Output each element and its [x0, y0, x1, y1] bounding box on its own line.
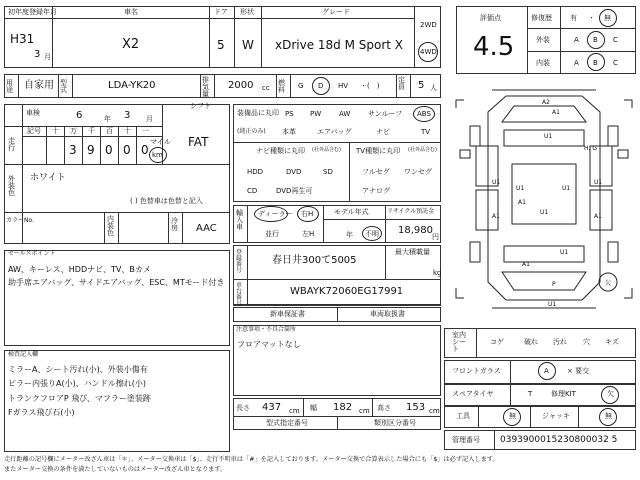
ac-label: 冷房	[171, 217, 178, 232]
dmg-u1-bumper: U1	[548, 301, 557, 308]
usage-value: 自家用	[24, 80, 54, 91]
import-label: 輸入車	[236, 209, 243, 231]
notes-block	[233, 325, 441, 396]
model-year-label: モデル年式	[334, 208, 369, 216]
equipment-label: 装備品に丸印	[237, 109, 279, 117]
mileage-h1: 十	[52, 127, 59, 135]
max-load-label: 最大積載量	[395, 248, 430, 256]
spare-kit: 修理KIT	[551, 390, 576, 398]
length-unit: cm	[289, 407, 300, 415]
capacity-value: 5	[418, 80, 425, 91]
seat-label: 室内シート	[452, 331, 466, 353]
seat-yabure: 破れ	[524, 338, 538, 346]
recycle-amount: 18,980	[398, 225, 433, 236]
windshield-x: × 要交	[567, 367, 590, 375]
score-value: 4.5	[473, 32, 515, 62]
equipment-note: (純正のみ)	[237, 128, 266, 135]
mileage-h6: 一	[142, 127, 149, 135]
fuel-paren: ・( )	[360, 82, 380, 90]
dmg-hg: H, G	[584, 145, 597, 152]
equip-navi: ナビ	[376, 128, 390, 136]
mileage-d3: 0	[105, 143, 113, 157]
color-note: ( ) 色替車は色替と記入	[130, 197, 203, 205]
doors-label: ドア	[214, 8, 228, 16]
mileage-h5: 十	[124, 127, 131, 135]
color-label: 外装色	[8, 175, 15, 197]
import-right: 右H	[301, 210, 314, 218]
color-no-label: カラーNo.	[6, 217, 34, 224]
dmg-a2: A2	[542, 99, 550, 106]
dmg-u1-roof: U1	[516, 185, 525, 192]
sales-line-2: 助手席エアバッグ、サイドエアバッグ、ESC、MTモード付き	[8, 278, 225, 287]
footer-line-1: 走行距離の記号欄にメーター改ざん車は「＊」、メーター交換車は「$」、走行不明車は「#」を記入しております。メーター交換で合算表示した場合にも「$」は必ず記入します。	[4, 456, 499, 463]
exterior-a: A	[574, 36, 579, 44]
dmg-p: P	[552, 281, 556, 288]
fuel-g: G	[298, 82, 304, 90]
import-dealer: ディーラー	[258, 210, 293, 218]
model-designation-label: 型式指定番号	[266, 419, 308, 427]
color-value: ホワイト	[30, 173, 66, 183]
shape-value: W	[242, 38, 254, 52]
equip-aw: AW	[339, 110, 351, 118]
equip-airbag: エアバッグ	[317, 128, 352, 136]
mileage-unit-mile: マイル	[150, 138, 171, 146]
max-load-unit: kg	[433, 269, 442, 277]
navi-dvd: DVD	[286, 168, 302, 176]
navi-note: (社外品含む)	[312, 147, 341, 153]
exterior-b: B	[593, 36, 598, 44]
mileage-h4: 百	[106, 127, 113, 135]
mileage-d1: 3	[69, 143, 77, 157]
shift-value: FAT	[188, 135, 209, 149]
mgmt-label: 管理番号	[452, 436, 480, 444]
first-reg-label: 初年度登録年月	[8, 8, 57, 16]
inspector-line-4: Fガラス飛び石(小)	[8, 408, 75, 417]
equip-leather: 本革	[282, 128, 296, 136]
mileage-h3: 千	[88, 127, 95, 135]
vin-value: WBAYK72060EG17991	[290, 286, 404, 297]
footer-line-2: またメーター交換の条件を満たしていないものはメーター改ざん車となります。	[4, 466, 227, 473]
mileage-d4: 0	[123, 143, 131, 157]
grade-label: グレード	[322, 8, 350, 16]
usage-label: 用途	[6, 79, 13, 94]
navi-label: ナビ種類に丸印	[256, 147, 305, 155]
shift-label: シフト	[190, 102, 211, 110]
repair-label: 修復歴	[531, 14, 552, 22]
navi-dvdplay: DVD再生可	[276, 187, 313, 195]
plate-label: 登録番号	[236, 249, 243, 274]
fuel-d: D	[318, 82, 324, 90]
import-parallel: 並行	[265, 230, 279, 238]
inspector-label: 検査記入欄	[8, 351, 39, 358]
category-label: 類別区分番号	[374, 419, 416, 427]
equip-pw: PW	[310, 110, 322, 118]
mgmt-number: 0393900015230800032 5	[500, 435, 618, 445]
model-label: 車名	[124, 8, 138, 16]
exterior-label: 外装	[536, 36, 550, 44]
dmg-u1-roof2: U1	[562, 185, 571, 192]
spare-missing: 欠	[607, 390, 614, 398]
equip-tv: TV	[421, 128, 431, 136]
first-reg-era: H31	[10, 32, 35, 46]
mileage-h2: 万	[70, 127, 77, 135]
length-label: 長さ	[236, 404, 250, 412]
sales-label: セールスポイント	[8, 250, 56, 257]
dmg-a1-roof: A1	[518, 199, 526, 206]
equip-ps: PS	[285, 110, 294, 118]
height-value: 153	[406, 402, 426, 413]
model-value: X2	[122, 37, 140, 52]
type-label: 型式	[60, 79, 67, 94]
exterior-c: C	[613, 36, 618, 44]
sales-line-1: AW、キーレス、HDDナビ、TV、Bカメ	[8, 265, 151, 274]
dmg-u1-rd: U1	[594, 179, 603, 186]
width-unit: cm	[359, 407, 370, 415]
dmg-u1-rear: U1	[560, 249, 569, 256]
import-left: 左H	[302, 230, 315, 238]
interior-label: 内装	[536, 59, 550, 67]
interior-c: C	[613, 59, 618, 67]
jack-value: 無	[605, 412, 612, 420]
capacity-unit: 人	[430, 84, 437, 92]
windshield-label: フロントガラス	[452, 367, 501, 375]
seat-yogore: 汚れ	[553, 338, 567, 346]
recycle-label: リサイクル預託金	[387, 208, 435, 215]
notes-text: フロアマットなし	[237, 340, 301, 349]
mileage-h0: 記号	[27, 127, 41, 135]
mileage-label: 走行	[8, 137, 15, 152]
inspector-line-2: ピラー内張りA(小)、ハンドル擦れ(小)	[8, 379, 146, 388]
capacity-label: 定員	[398, 76, 405, 91]
repair-no: 無	[604, 14, 611, 22]
shape-label: 形状	[240, 8, 254, 16]
dmg-missing: 欠	[605, 280, 612, 287]
mileage-d2: 9	[87, 143, 95, 157]
doors-value: 5	[217, 38, 225, 52]
jack-label: ジャッキ	[542, 412, 570, 420]
tools-value: 無	[509, 412, 516, 420]
tv-label: TV種類に丸印	[356, 147, 401, 155]
inspector-line-1: ミラーA、シート汚れ(小)、外装小傷有	[8, 365, 148, 374]
navi-sd: SD	[323, 168, 333, 176]
inspection-month: 3	[124, 110, 131, 121]
inspection-month-unit: 月	[146, 115, 153, 123]
displacement-unit: cc	[262, 84, 270, 92]
tv-oneseg: ワンセグ	[404, 168, 432, 176]
type-value: LDA-YK20	[108, 80, 156, 91]
displacement-value: 2000	[228, 80, 254, 91]
vin-label: 車台番号	[236, 282, 243, 307]
dmg-u1-center: U1	[540, 209, 549, 216]
height-label: 高さ	[377, 404, 391, 412]
inspector-line-3: トランクフロアP 飛び、マフラー塗装跡	[8, 394, 151, 403]
fuel-hv: HV	[338, 82, 349, 90]
grade-value: xDrive 18d M Sport X	[275, 38, 404, 52]
seat-koge: コゲ	[490, 338, 504, 346]
height-unit: cm	[429, 407, 440, 415]
dmg-a1-left: A1	[492, 213, 500, 220]
width-label: 幅	[310, 404, 317, 412]
dmg-a1-rear: A1	[522, 261, 530, 268]
model-year-unit: 年	[346, 231, 353, 239]
car-damage-diagram	[452, 86, 636, 324]
navi-hdd: HDD	[247, 168, 264, 176]
spare-t: T	[528, 390, 533, 398]
interior-b: B	[593, 59, 598, 67]
repair-dot: ・	[588, 14, 595, 22]
recycle-unit: 円	[432, 233, 439, 241]
dmg-u1-front: U1	[544, 133, 553, 140]
repair-yes: 有	[570, 14, 577, 22]
drive-2wd: 2WD	[420, 21, 437, 29]
tools-label: 工具	[456, 412, 470, 420]
dmg-a1-hood: A1	[552, 109, 560, 116]
inspection-year-unit: 年	[104, 115, 111, 123]
first-reg-month-unit: 月	[44, 53, 51, 61]
model-year-unknown: 不明	[365, 230, 379, 238]
dmg-a1-right: A1	[594, 213, 602, 220]
equip-abs: ABS	[417, 110, 431, 118]
length-value: 437	[262, 402, 282, 413]
drive-4wd: 4WD	[420, 48, 437, 56]
inspection-label: 車検	[26, 109, 40, 117]
plate-value: 春日井300て5005	[272, 255, 357, 266]
tv-analog: アナログ	[362, 187, 390, 195]
seat-kizu: キズ	[605, 338, 619, 346]
inspection-year: 6	[76, 110, 83, 121]
new-warranty-label: 新車保証書	[270, 310, 305, 318]
interior-a: A	[574, 59, 579, 67]
notes-label: 注意事項・不具合箇所	[236, 326, 297, 333]
ac-value: AAC	[196, 223, 217, 234]
manual-label: 車両取扱書	[370, 310, 405, 318]
mileage-unit-km: km	[152, 151, 163, 159]
width-value: 182	[333, 402, 353, 413]
tv-note: (社外品含む)	[408, 147, 437, 153]
fuel-label: 燃料	[278, 79, 285, 94]
equip-sunroof: サンルーフ	[368, 110, 403, 118]
tv-fullseg: フルセグ	[362, 168, 390, 176]
displacement-label: 排気量	[202, 76, 209, 98]
interior-color-label: 内装色	[107, 215, 114, 237]
dmg-u1-ld: U1	[492, 179, 501, 186]
first-reg-month: 3	[34, 49, 41, 60]
windshield-a: A	[544, 367, 549, 375]
score-label: 評価点	[480, 14, 501, 22]
spare-label: スペアタイヤ	[452, 390, 494, 398]
mileage-d5: 0	[141, 143, 149, 157]
navi-cd: CD	[247, 187, 258, 195]
seat-ana: 穴	[583, 338, 590, 346]
